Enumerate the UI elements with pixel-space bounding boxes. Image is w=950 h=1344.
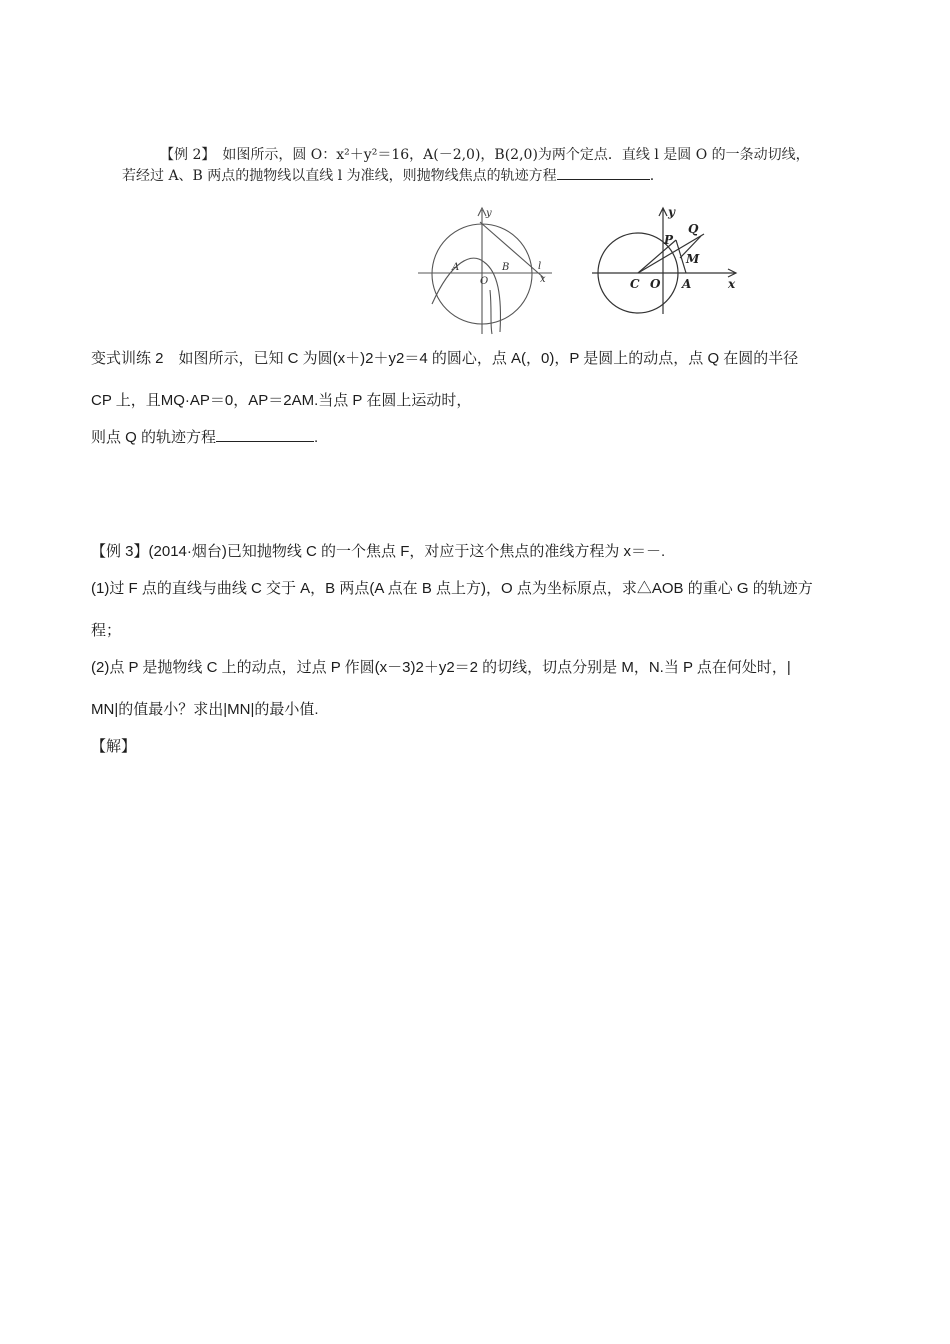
label-y: y — [486, 208, 492, 219]
figure-right — [588, 200, 748, 320]
example3-line3: 程； — [91, 622, 122, 639]
example2-line2-text: 若经过 A、B 两点的抛物线以直线 l 为准线，则抛物线焦点的轨迹方程 — [122, 168, 557, 184]
label-o: O — [480, 276, 489, 287]
label-m: M — [686, 252, 700, 266]
parabola-lower — [490, 290, 492, 334]
label-y: y — [668, 205, 675, 219]
label-x: x — [728, 277, 736, 291]
example3-line4: (2)点 P 是抛物线 C 上的动点，过点 P 作圆(x－3)2＋y2＝2 的切线，切点分别是 M，N.当 P 点在何处时，| — [91, 659, 791, 676]
answer-blank — [557, 165, 650, 180]
tangent-line-l — [480, 222, 544, 278]
example3-line1: 【例 3】(2014·烟台)已知抛物线 C 的一个焦点 F，对应于这个焦点的准线方程为 x＝－. — [91, 543, 666, 560]
example3-solution: 【解】 — [91, 738, 137, 755]
label-a: A — [452, 262, 460, 273]
label-x: x — [540, 274, 546, 285]
label-p: P — [664, 233, 674, 247]
variant2-line1: 变式训练 2 如图所示，已知 C 为圆(x＋)2＋y2＝4 的圆心，点 A(，0)，P 是圆上的动点，点 Q 在圆的半径 — [91, 350, 799, 367]
variant2-line3-end: . — [314, 429, 319, 446]
label-c: C — [630, 277, 640, 291]
answer-blank — [216, 427, 314, 442]
example3-line5: MN|的值最小？求出|MN|的最小值. — [91, 701, 319, 718]
example2-line2 — [122, 165, 654, 185]
label-a: A — [682, 277, 692, 291]
label-o: O — [650, 277, 661, 291]
label-q: Q — [688, 222, 699, 236]
figure-left — [412, 200, 562, 338]
example2-line2-end: . — [649, 168, 655, 184]
example2-line1: 【例 2】 如图所示，圆 O：x²＋y²＝16，A(－2,0)，B(2,0)为两个定点．直线 l 是圆 O 的一条动切线， — [160, 147, 810, 163]
example3-line2: (1)过 F 点的直线与曲线 C 交于 A，B 两点(A 点在 B 点上方)，O 点为坐标原点，求△AOB 的重心 G 的轨迹方 — [91, 580, 813, 597]
label-l: l — [538, 261, 542, 272]
variant2-line3 — [91, 426, 318, 447]
variant2-line2: CP 上，且MQ·AP＝0，AP＝2AM.当点 P 在圆上运动时， — [91, 392, 472, 409]
variant2-line3-text: 则点 Q 的轨迹方程 — [91, 429, 217, 446]
label-b: B — [502, 262, 510, 273]
